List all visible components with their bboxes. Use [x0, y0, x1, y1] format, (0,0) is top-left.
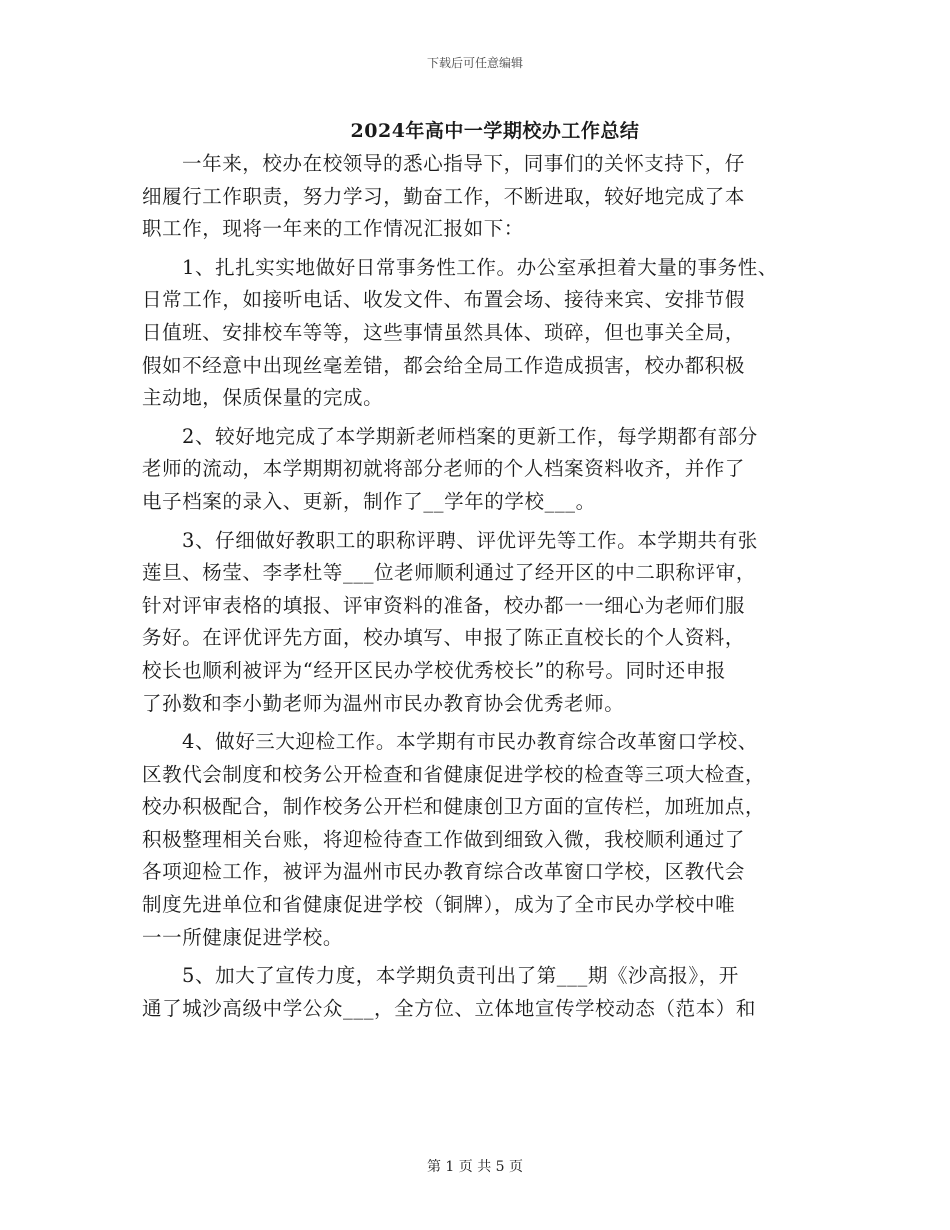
text-line: 1、扎扎实实地做好日常事务性工作。办公室承担着大量的事务性、	[182, 255, 778, 279]
text-line: 电子档案的录入、更新，制作了__学年的学校___。	[142, 489, 596, 513]
text-line: 细履行工作职责，努力学习，勤奋工作，不断进取，较好地完成了本	[142, 184, 746, 208]
document-title: 2024年高中一学期校办工作总结	[350, 120, 640, 142]
text-line: 3、仔细做好教职工的职称评聘、评优评先等工作。本学期共有张	[182, 528, 758, 552]
paragraph	[142, 421, 842, 519]
text-line: 通了城沙高级中学公众___，全方位、立体地宣传学校动态（范本）和	[142, 996, 756, 1020]
text-line: 积极整理相关台账，将迎检待查工作做到细致入微，我校顺利通过了	[142, 827, 746, 851]
text-line: 制度先进单位和省健康促进学校（铜牌），成为了全市民办学校中唯	[142, 893, 736, 917]
paragraph	[142, 252, 842, 415]
text-line: 莲旦、杨莹、李孝杜等___位老师顺利通过了经开区的中二职称评审，	[142, 561, 756, 585]
paragraph	[142, 726, 842, 954]
text-line: 4、做好三大迎检工作。本学期有市民办教育综合改革窗口学校、	[182, 730, 758, 754]
text-line: 2、较好地完成了本学期新老师档案的更新工作，每学期都有部分	[182, 424, 758, 448]
text-line: 各项迎检工作，被评为温州市民办教育综合改革窗口学校，区教代会	[142, 860, 746, 884]
text-line: 校办积极配合，制作校务公开栏和健康创卫方面的宣传栏，加班加点，	[142, 795, 766, 819]
paragraph	[142, 960, 842, 1025]
paragraph	[142, 148, 842, 246]
page-footer: 第 1 页 共 5 页	[426, 1159, 524, 1175]
text-line: 假如不经意中出现丝毫差错，都会给全局工作造成损害，校办都积极	[142, 353, 746, 377]
text-line: 一年来，校办在校领导的悉心指导下，同事们的关怀支持下，仔	[182, 152, 745, 175]
header-note: 下载后可任意编辑	[426, 56, 523, 70]
text-line: 日常工作，如接听电话、收发文件、布置会场、接待来宾、安排节假	[142, 288, 746, 312]
text-line: 了孙数和李小勤老师为温州市民办教育协会优秀老师。	[142, 691, 625, 715]
text-line: 务好。在评优评先方面，校办填写、申报了陈正直校长的个人资料，	[142, 626, 746, 650]
text-line: 老师的流动，本学期期初就将部分老师的个人档案资料收齐，并作了	[142, 457, 746, 481]
text-line: 校长也顺利被评为“经开区民办学校优秀校长”的称号。同时还申报	[142, 658, 726, 682]
text-line: 区教代会制度和校务公开检查和省健康促进学校的检查等三项大检查，	[142, 762, 766, 786]
text-line: 主动地，保质保量的完成。	[142, 386, 384, 410]
text-line: 日值班、安排校车等等，这些事情虽然具体、琐碎，但也事关全局，	[142, 320, 746, 344]
document-body	[142, 148, 842, 1031]
text-line: 针对评审表格的填报、评审资料的准备，校办都一一细心为老师们服	[142, 593, 746, 617]
text-line: 一一所健康促进学校。	[142, 925, 344, 949]
text-line: 职工作，现将一年来的工作情况汇报如下：	[142, 217, 524, 241]
paragraph	[142, 525, 842, 721]
text-line: 5、加大了宣传力度，本学期负责刊出了第___期《沙高报》，开	[182, 964, 739, 988]
